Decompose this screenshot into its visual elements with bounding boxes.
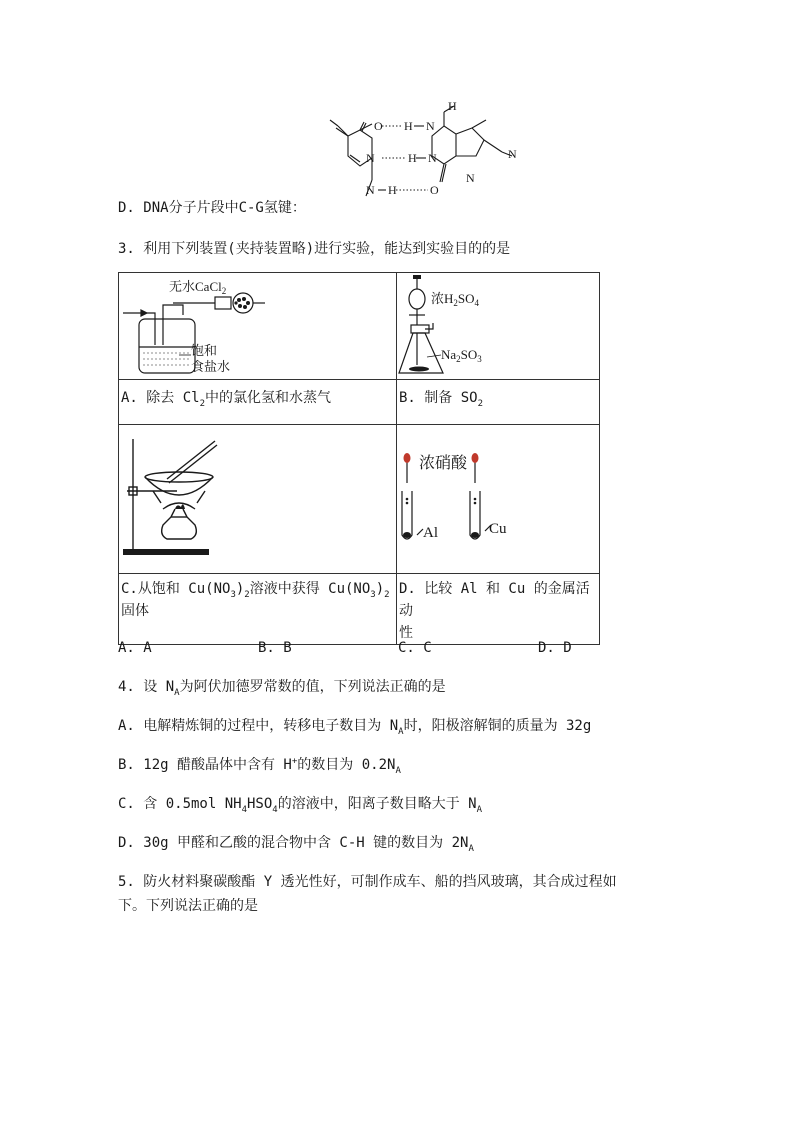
svg-text:O: O (374, 119, 383, 133)
metal-activity-apparatus (397, 425, 600, 573)
question-4-option-d[interactable]: D. 30g 甲醛和乙酸的混合物中含 C-H 键的数目为 $2N_A$ (118, 835, 474, 854)
choice-a[interactable]: A. A (118, 640, 152, 656)
svg-text:N: N (428, 151, 437, 165)
experiment-table (118, 272, 600, 645)
svg-text:H: H (408, 151, 417, 165)
reagent-cacl2-label: 无水CaCl$_2$ (169, 279, 227, 296)
question-5-stem-line-1: 5. 防火材料聚碳酸酯 Y 透光性好，可制作成车、船的挡风玻璃，其合成过程如 (118, 874, 617, 890)
question-4-option-a[interactable]: A. 电解精炼铜的过程中，转移电子数目为 $N_A$时，阳极溶解铜的质量为 32g (118, 718, 592, 737)
choice-d[interactable]: D. D (538, 640, 572, 656)
cell-c-diagram (119, 425, 397, 574)
reagent-brine-label: 食盐水 (191, 359, 231, 374)
svg-text:N: N (366, 151, 375, 165)
svg-text:O: O (430, 183, 439, 197)
svg-text:N: N (508, 147, 517, 161)
reagent-na2so3-label: $Na_2SO_3$ (441, 347, 482, 364)
question-4-option-c[interactable]: C. 含 0.5mol $NH_4HSO_4$的溶液中，阳离子数目略大于 $N_A$ (118, 796, 482, 815)
cell-a-diagram (119, 273, 397, 380)
reagent-h2so4-label: 浓$H_2SO_4$ (431, 291, 480, 308)
cell-b-caption: B. 制备 $SO_2$ (397, 380, 600, 425)
so2-generation-apparatus (397, 273, 600, 379)
q2-option-d-label: D. DNA分子片段中C-G氢键： (118, 200, 306, 216)
metal-cu-label: Cu (489, 521, 507, 537)
concentrated-nitric-acid-label: 浓硝酸 (419, 455, 468, 472)
cell-a-caption: A. 除去 $Cl_2$中的氯化氢和水蒸气 (119, 380, 397, 425)
cg-base-pair-structure (326, 100, 536, 212)
svg-text:H: H (448, 100, 457, 113)
svg-text:N: N (366, 183, 375, 197)
question-3-stem: 3. 利用下列装置(夹持装置略)进行实验，能达到实验目的的是 (118, 241, 511, 257)
cell-b-diagram (397, 273, 600, 380)
question-4-option-b[interactable]: B. 12g 醋酸晶体中含有 H+的数目为 $0.2N_A$ (118, 756, 401, 776)
question-5-stem-line-2: 下。下列说法正确的是 (118, 898, 258, 914)
question-4-stem: 4. 设 $N_A$为阿伏加德罗常数的值，下列说法正确的是 (118, 679, 446, 698)
svg-text:N: N (466, 171, 475, 185)
choice-c[interactable]: C. C (398, 640, 432, 656)
metal-al-label: Al (423, 525, 438, 541)
cell-c-caption: C.从饱和 $Cu(NO_3)_2$溶液中获得 $Cu(NO_3)_2$ 固体 (119, 574, 397, 645)
svg-text:H: H (404, 119, 413, 133)
svg-text:N: N (426, 119, 435, 133)
svg-text:H: H (388, 183, 397, 197)
cell-d-diagram (397, 425, 600, 574)
reagent-saturated-label: 饱和 (191, 343, 218, 358)
cell-d-caption: D. 比较 Al 和 Cu 的金属活动 性 (397, 574, 600, 645)
evaporation-apparatus (119, 425, 397, 573)
choice-b[interactable]: B. B (258, 640, 292, 656)
gas-washing-apparatus (119, 273, 397, 379)
